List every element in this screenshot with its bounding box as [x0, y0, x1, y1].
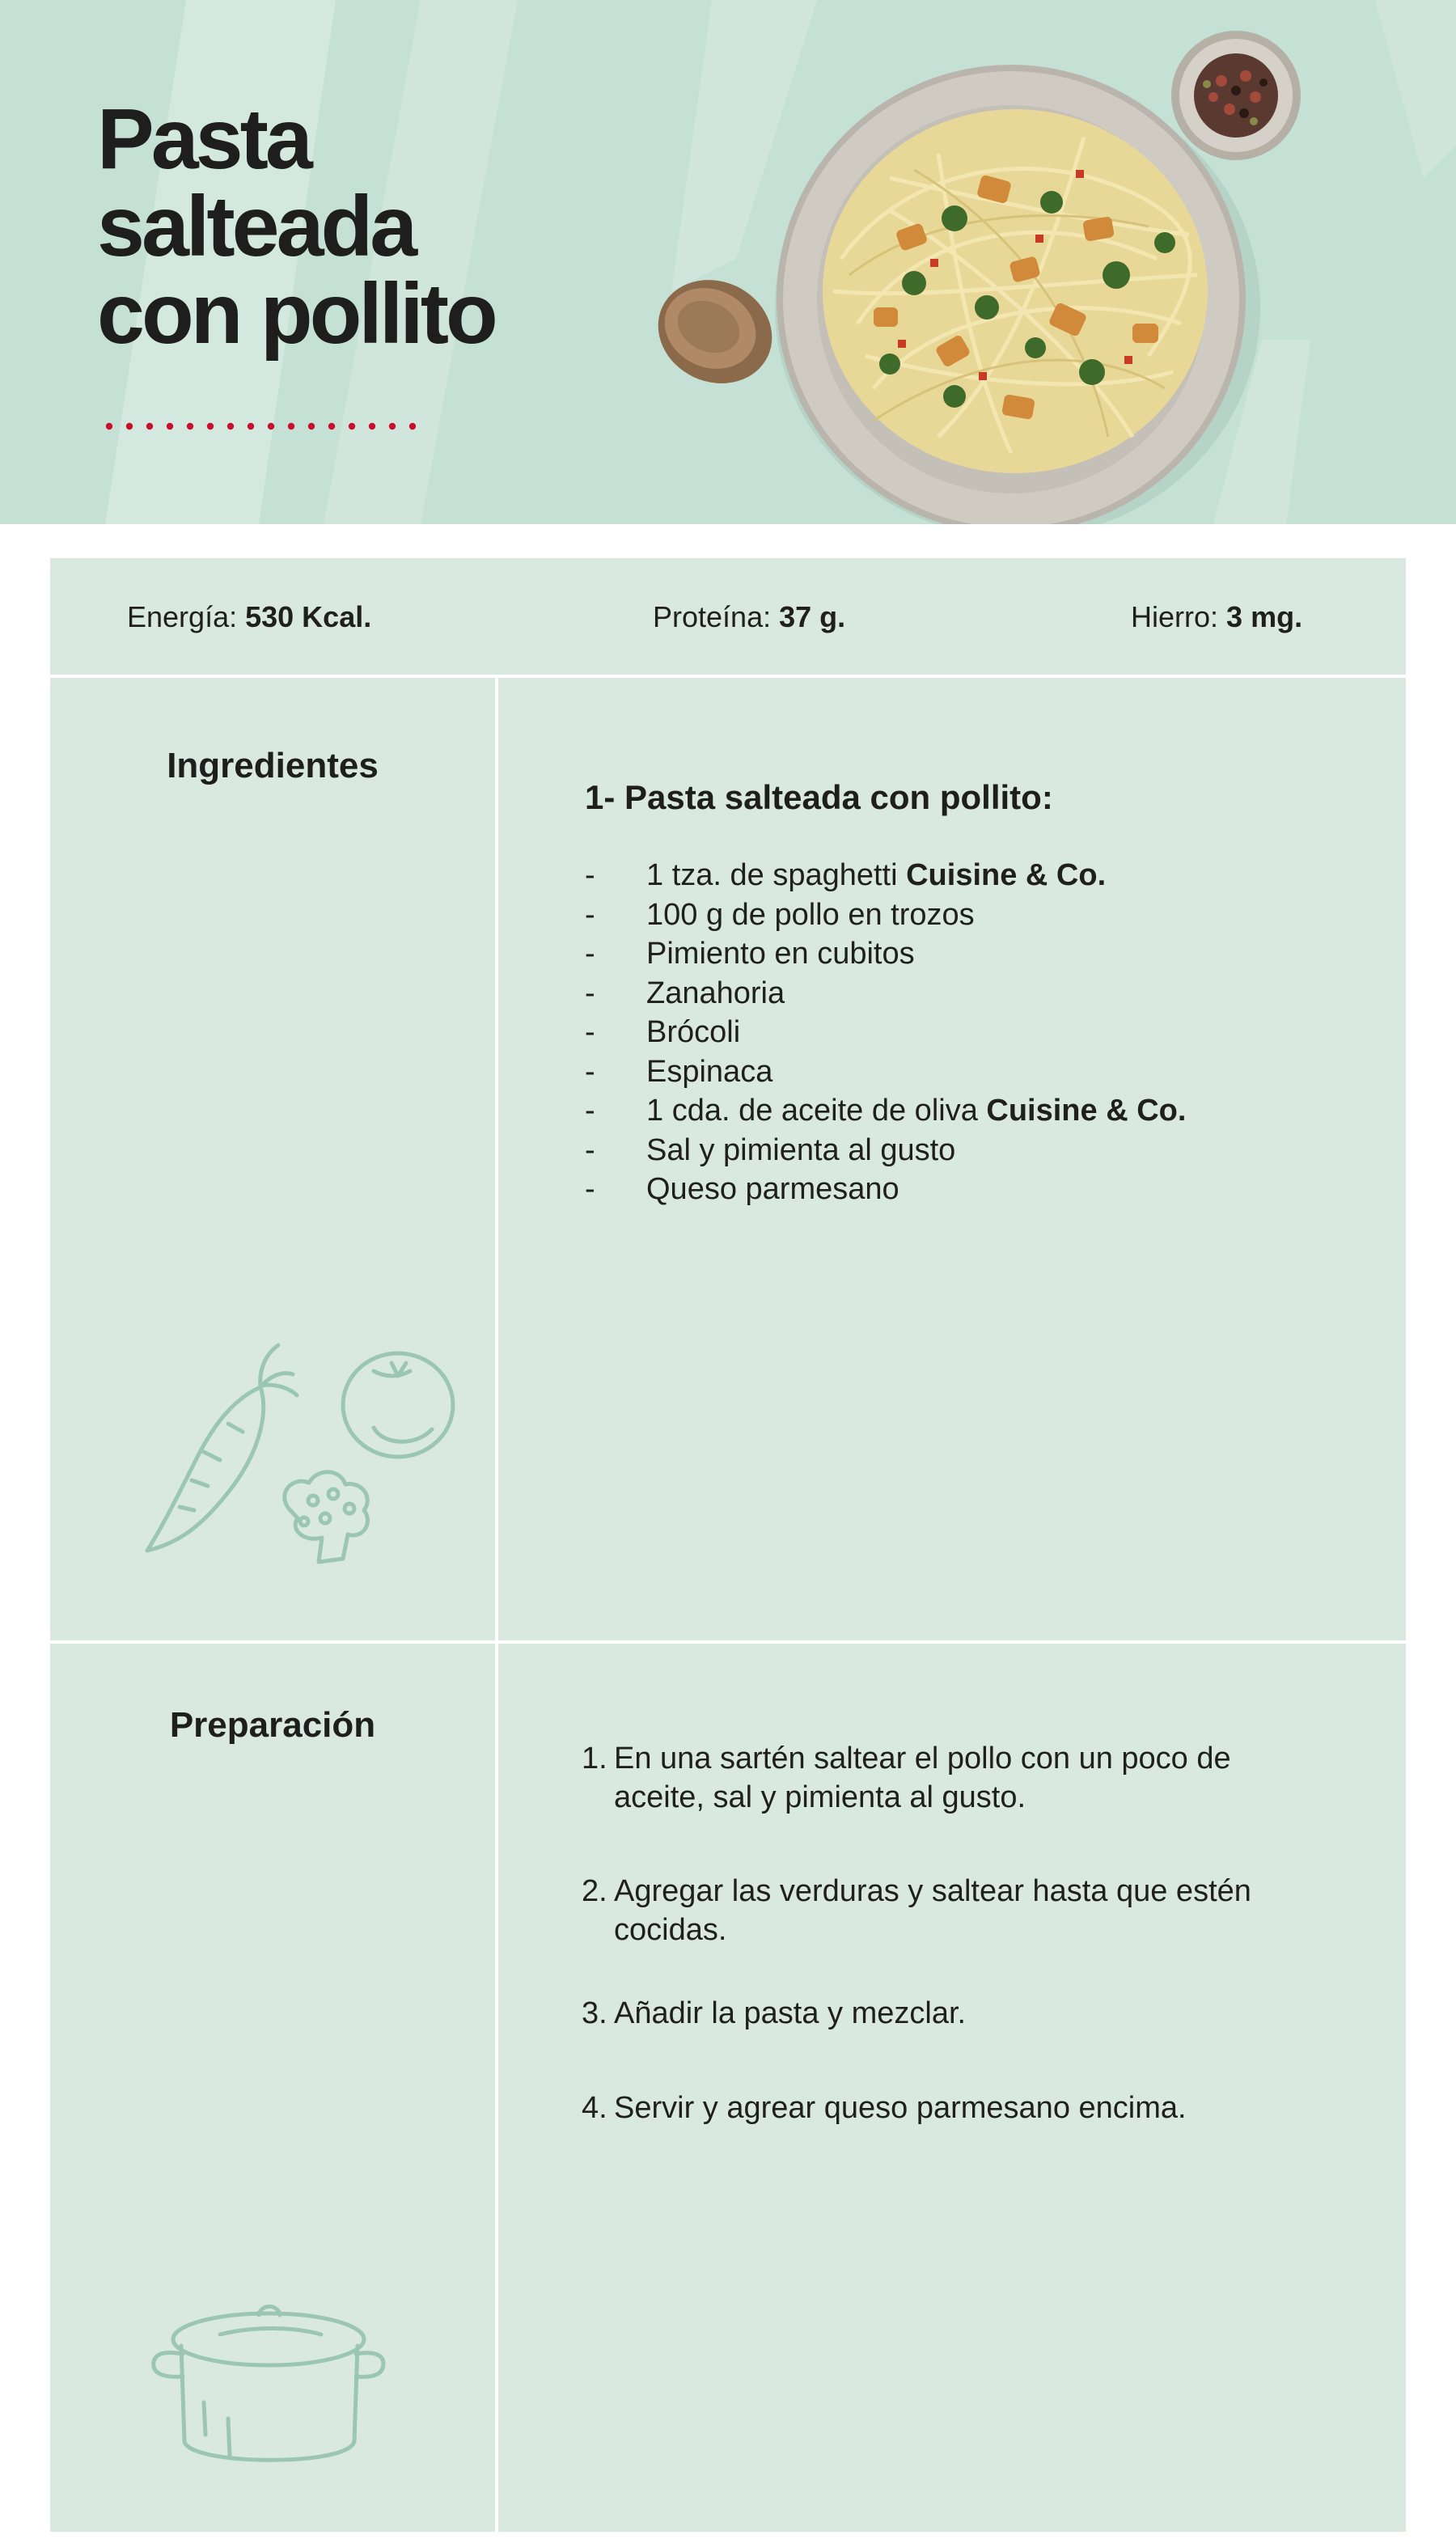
- broccoli-icon: [285, 1472, 368, 1562]
- list-item: 4. Servir y agrear queso parmesano encima.: [582, 2091, 1187, 2125]
- list-item: - Zanahoria: [585, 976, 785, 1010]
- vegetables-illustration: [131, 1339, 471, 1573]
- carrot-icon: [147, 1345, 297, 1551]
- tomato-icon: [343, 1353, 453, 1457]
- list-item: - Brócoli: [585, 1015, 741, 1049]
- ingredients-list: [585, 856, 1186, 1209]
- hero-banner: [0, 0, 1456, 524]
- list-item: - Espinaca: [585, 1054, 773, 1089]
- recipe-card: [50, 558, 1406, 2532]
- recipe-title: Pasta salteada con pollito: [97, 91, 495, 362]
- nutrition-iron: Hierro: 3 mg.: [1131, 600, 1303, 633]
- pasta-dish-photo: [631, 16, 1327, 524]
- list-item: - Queso parmesano: [585, 1172, 899, 1206]
- ingredients-subtitle: 1- Pasta salteada con pollito:: [585, 778, 1053, 816]
- section-divider: [50, 1640, 1406, 1644]
- list-item: - Sal y pimienta al gusto: [585, 1132, 956, 1167]
- list-item: - 1 tza. de spaghetti Cuisine & Co.: [585, 858, 1107, 892]
- column-divider: [495, 676, 498, 2532]
- list-item: - 100 g de pollo en trozos: [585, 897, 975, 932]
- nutrition-energy: Energía: 530 Kcal.: [127, 600, 372, 633]
- dotted-divider: [105, 421, 421, 432]
- cooking-pot-icon: [131, 2297, 406, 2483]
- list-item: 3. Añadir la pasta y mezclar.: [582, 1996, 967, 2030]
- list-item: - Pimiento en cubitos: [585, 937, 915, 971]
- nutrition-bar: [50, 558, 1406, 678]
- list-item: 1. En una sartén saltear el pollo con un poco de aceite, sal y pimienta al gusto.: [582, 1742, 1231, 1814]
- ingredients-title: Ingredientes: [167, 746, 379, 785]
- list-item: - 1 cda. de aceite de oliva Cuisine & Co.: [585, 1094, 1187, 1128]
- preparation-title: Preparación: [169, 1705, 376, 1745]
- nutrition-protein: Proteína: 37 g.: [653, 600, 846, 633]
- list-item: 2. Agregar las verduras y saltear hasta que estén cocidas.: [582, 1874, 1251, 1947]
